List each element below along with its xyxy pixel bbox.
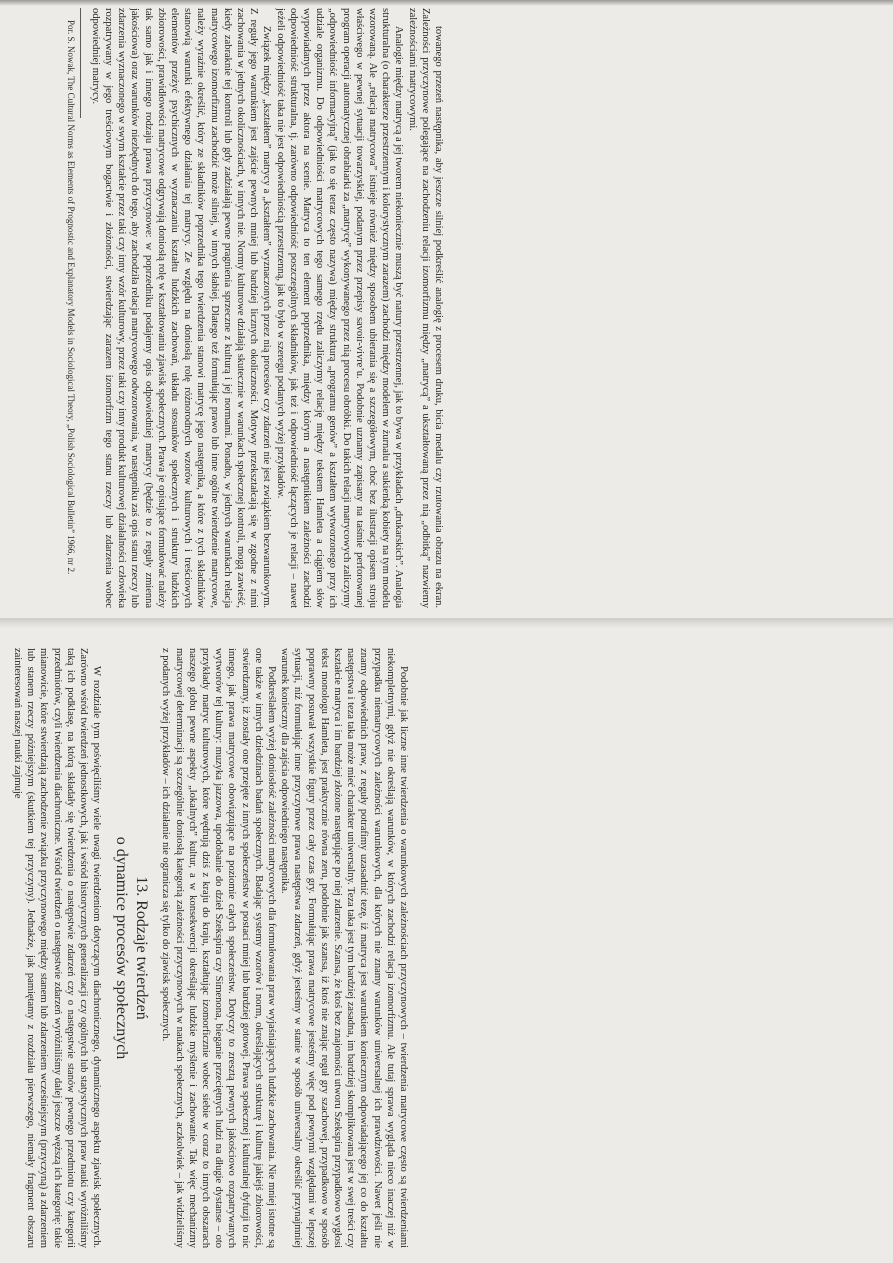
section-subtitle: o dynamice procesów społecznych: [113, 836, 131, 1060]
footnote: Por. S. Nowak, The Cultural Norms as Elements of Prognostic and Explanatory Models in Sociological Theory, „Polish Sociological Bulletin” 1966, nr 2.: [65, 20, 76, 575]
footnote-rule: [80, 8, 81, 118]
page-right-paragraph-3: W rozdziale tym poświęciliśmy wiele uwagi twierdzeniom dotyczącym diachronicznego, dynamicznego aspektu zjawisk społecznych. Zarówno wśród twierdzeń jednostkowych, jak i wśród historycznych generalizacji czy ogólnych lub statystycznych praw nauki wyróżniliśmy taką ich podklasę, na którą składały się twierdzenia o następstwie zdarzeń czy o następstwie stanów pewnego przedmiotu czy kategorii przedmiotów, czyli twierdzenia diachroniczne. Wśród twierdzeń o następstwie zdarzeń wyróżniliśmy dalej jeszcze węższą ich kategorię: takie mianowicie, które stwierdzają zachodzenie związku przyczynowego między stanem lub zdarzeniem wcześniejszym (przyczyną) a zdarzeniem lub stanem rzeczy późniejszym (skutkiem tej przyczyny). Jednakże, jak pamiętamy z rozdziału pierwszego, niemały fragment obszaru zainteresowań naszej nauki zajmuje: [11, 648, 103, 1248]
page-left-paragraph-2: Analogie między matrycą a jej tworem niekoniecznie muszą być natury przestrzennej, jak to bywa w przykładach „drukarskich”. Analogia strukturalna (o charakterze przestrzennym i kolorystycznym zarazem) zachodzi między modelem w żurnalu a sukienką kobiety na tym modelu wzorowaną. Ale „relacja matrycowa” istnieje również między sposobem ubierania się a szczegółowym, choć bez ilustracji opisem stroju właściwego w pewnej sytuacji towarzyskiej, podanym przez przepisy savoir-vivre’u. Podobnie uznamy zapisany na taśmie perforowanej program operacji automatycznej obrabiarki za „matrycę” wykonywanego przez nią procesu obróbki. Do takich relacji matrycowych zaliczymy „odpowiedniość informacyjną” (jak to się teraz często nazywa) między strukturą „programu genów” a kształtem wytworzonego przy ich udziale organizmu. Do odpowiedniości matrycowych tego samego rzędu zaliczymy relację między tekstem Hamleta a ciągiem słów wypowiadanych przez aktora na scenie. Matryca to ten element poprzednika, między którym a następnikiem zależności zachodzi odpowiedniość strukturalna, tj. zarówno odpowiedniość poszczególnych składników, jak też i odpowiedniość łączących je relacji – nawet jeżeli odpowiedniość taka nie jest odpowiedniością przestrzenną, jak to było w szeregu podanych wyżej przykładów.: [274, 8, 405, 608]
page-left-text: [0, 8, 445, 608]
page-edge: [0, 0, 893, 6]
page-right-paragraph-1: Podobnie jak liczne inne twierdzenia o warunkowych zależnościach przyczynowych – twierdzenia matrycowe często są twierdzeniami niekompletnymi, gdyż nie określają warunków, w których zachodzi relacja izomorfizmu. Ale tutaj sprawa wygląda nieco inaczej niż w przypadku niematrycowych zależności warunkowych, dla których nie znamy warunków uniwersalnej ich prawdziwości. Nawet jeśli nie znamy odpowiednich praw, z reguły potrafimy uzasadnić tezę, iż matryca jest warunkiem koniecznym odpowiadającego jej co do kształtu następstwa i teza taka może mieć charakter uniwersalny. Teza taka jest tym bardziej zasadna, im bardziej skomplikowana jest w swej treści czy kształcie matryca i im bardziej złożone następujące po niej zdarzenie. Szansa, że ktoś bez znajomości utworu Szekspira przypadkowo wygłosi tekst monologu Hamleta, jest praktycznie równa zeru, podobnie jak szansa, iż ktoś nie znając reguł gry szachowej, przypadkowo w sposób poprawny posuwał wszystkie figury przez cały czas gry. Formułując prawa matrycowe jesteśmy więc pod pewnymi względami w lepszej sytuacji, niż formułując inne przyczynowe prawa następstwa zdarzeń, gdyż jesteśmy w stanie w sposób uniwersalny określić przynajmniej warunek konieczny dla zajścia odpowiedniego następnika.: [279, 648, 409, 1248]
page-right-paragraph-2: Podkreślałem wyżej doniosłość zależności matrycowych dla formułowania praw wyjaśniających ludzkie zachowania. Nie mniej istotne są one także w innych dziedzinach badań społecznych. Badając systemy wzorów i norm, określających strukturę i kulturę jakiejś zbiorowości, stwierdzamy, iż zostały one przejęte z innych społeczeństw w postaci mniej lub bardziej gotowej. Prawa społecznej i kulturalnej dyfuzji to nic innego, jak prawa matrycowe obowiązujące na poziomie całych społeczeństw. Dotyczy to zresztą pewnych jakościowo rozpatrywanych wytworów tej kultury: muzyka jazzowa, upodobanie do dzieł Szekspira czy Simenona, bieganie przeciętnych ludzi na długie dystanse – oto przykłady matryc kulturowych, które wędrują dziś z kraju do kraju, kształtując izomorficznie wobec siebie w coraz to innych obszarach naszego globu pewne aspekty „lokalnych” kultur, a w konsekwencji określając ludzkie myślenie i zachowanie. Tak więc mechanizmy matrycowej determinacji są szczególnie doniosłą kategorią zależności przyczynowych w naukach społecznych, aczkolwiek – jak widzieliśmy z podanych wyżej przykładów – ich działanie nie ogranicza się tylko do zjawisk społecznych.: [160, 648, 277, 1248]
section-title: 13. Rodzaje twierdzeń: [133, 876, 151, 1020]
page-left-paragraph-1: towanego przezeń następnika, aby jeszcze silniej podkreślić analogię z procesem druku, bicia medalu czy rzutowania obrazu na ekran. Zależności przyczynowe polegające na zachodzeniu relacji izomorfizmu między „matrycą” a ukształtowaną przez nią „odbitką” nazwiemy zależnościami matrycowymi.: [406, 8, 444, 608]
page-left-paragraph-3: Związek między „kształtem” matrycy a „kształtem” wyznaczonych przez nią procesów czy zdarzeń nie jest związkiem bezwarunkowym. Z reguły jego warunkiem jest zajście pewnych mniej lub bardziej licznych okoliczności. Motywy przekształcają się w zgodne z nimi zachowania w jednych okolicznościach, w innych nie. Normy kulturowe działają skutecznie w warunkach społecznej kontroli, mogą zawieść, kiedy zabraknie tej kontroli lub gdy zadziałają pewne pragnienia sprzeczne z kulturą i jej normami. Ponadto, w jednych warunkach relacja matrycowego izomorfizmu zachodzić może silniej, w innych słabiej. Dlatego też formułując prawo lub inne ogólne twierdzenie matrycowe, należy wyraźnie określić, który ze składników poprzednika tego twierdzenia stanowi matrycę jego następnika, a które z tych składników stanowią warunki efektywnego działania tej matrycy. Ze względu na doniosłą rolę różnorodnych wzorów kulturowych i treściowych elementów przeżyć psychicznych w wyznaczaniu kształtu ludzkich zachowań, układu stosunków społecznych i struktury ludzkich zbiorowości, prawidłowości matrycowe odgrywają doniosłą rolę w kształtowaniu zjawisk społecznych. Prawa je opisujące formułować należy tak samo jak i innego rodzaju prawa przyczynowe: w poprzedniku podajemy opis odpowiedniej matrycy (będzie to z reguły zmienna jakościowa) oraz warunków niezbędnych do tego, aby zachodziła relacja matrycowego odwzorowania, w następniku zaś opis stanu rzeczy lub zdarzenia wyznaczonego w swym kształcie przez taki czy inny wzór kulturowy, przez taki czy inny produkt kulturowej działalności człowieka rozpatrywany w jego treściowym bogactwie i złożoności, stwierdzając zarazem izomorfizm tego stanu rzeczy lub zdarzenia wobec odpowiedniej matrycy.: [89, 8, 273, 608]
page-right-rotated: [0, 648, 410, 1248]
page-left-rotated: [0, 8, 445, 608]
page-right-text: [0, 648, 410, 1248]
book-spine: [0, 618, 893, 628]
